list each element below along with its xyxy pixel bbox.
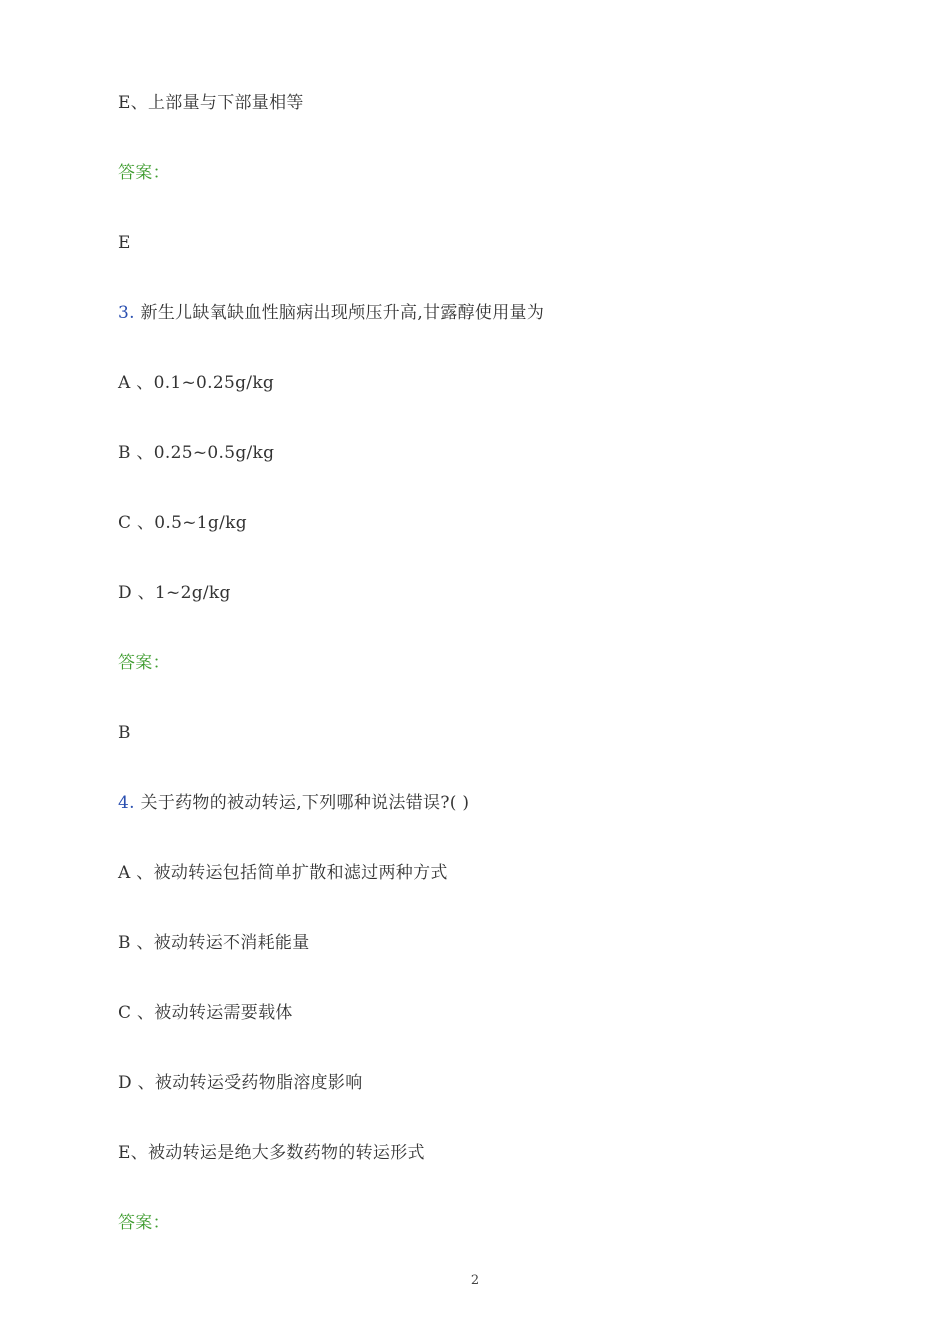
q3-question	[118, 302, 544, 324]
q3-option-a: A 、0.1~0.25g/kg	[118, 373, 275, 393]
q3-option-d: D 、1~2g/kg	[118, 583, 231, 603]
q4-option-c: C 、被动转运需要载体	[118, 1003, 293, 1023]
q4-option-e: E、被动转运是绝大多数药物的转运形式	[118, 1143, 425, 1163]
q3-answer-label: 答案：	[118, 653, 170, 673]
page-number: 2	[470, 1273, 480, 1288]
q2-answer-label: 答案：	[118, 163, 170, 183]
q4-option-a: A 、被动转运包括简单扩散和滤过两种方式	[118, 863, 448, 883]
q2-option-e: E、上部量与下部量相等	[118, 93, 304, 113]
q4-option-d: D 、被动转运受药物脂溶度影响	[118, 1073, 363, 1093]
q3-number: 3.	[118, 303, 135, 323]
q2-answer: E	[118, 233, 131, 253]
q4-answer-label: 答案：	[118, 1213, 170, 1233]
q3-option-b: B 、0.25~0.5g/kg	[118, 443, 275, 463]
q3-option-c: C 、0.5~1g/kg	[118, 513, 247, 533]
q3-answer: B	[118, 723, 131, 743]
q4-number: 4.	[118, 793, 135, 813]
q4-option-b: B 、被动转运不消耗能量	[118, 933, 310, 953]
q4-question	[118, 792, 469, 814]
q4-stem: 关于药物的被动转运,下列哪种说法错误?( )	[134, 793, 470, 813]
q3-stem: 新生儿缺氧缺血性脑病出现颅压升高,甘露醇使用量为	[134, 303, 545, 323]
